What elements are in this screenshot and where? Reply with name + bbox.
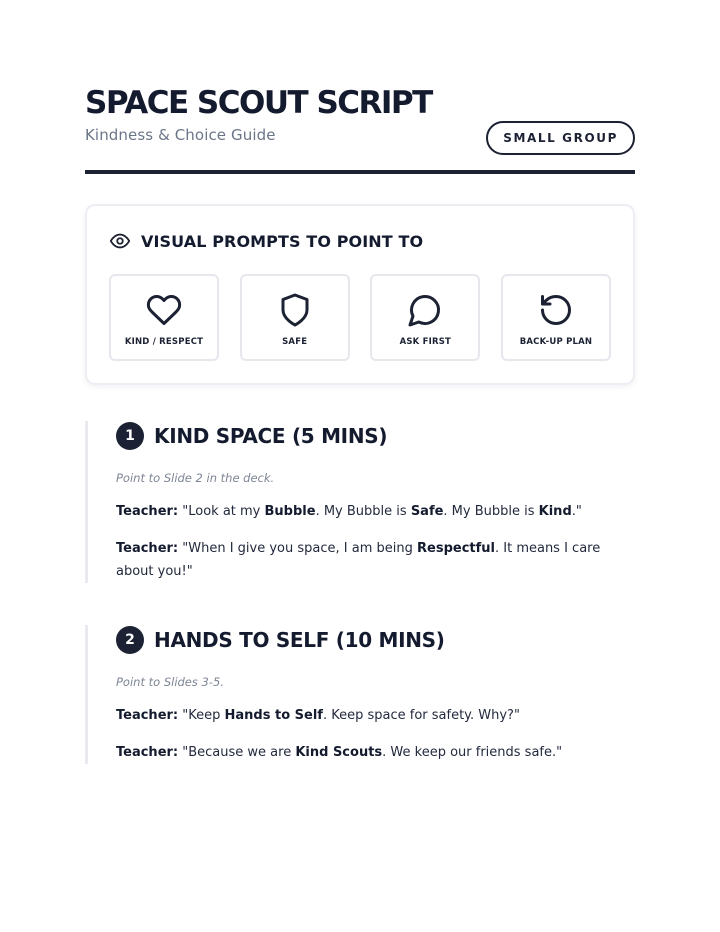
- section-hands-to-self: [85, 625, 635, 764]
- heart-icon: [146, 292, 182, 328]
- prompt-label: ASK FIRST: [399, 337, 452, 347]
- section-header: [116, 421, 635, 451]
- section-title: HANDS TO SELF (10 MINS): [154, 628, 445, 652]
- script-text: . My Bubble is: [443, 504, 539, 519]
- prompt-grid: [109, 274, 611, 361]
- script-text: "Because we are: [178, 745, 296, 760]
- section-number-badge: 1: [116, 422, 144, 450]
- visual-prompts-card: [85, 204, 635, 385]
- eye-icon: [109, 230, 131, 252]
- keyword: Safe: [410, 504, 444, 519]
- prompt-ask-first: [370, 274, 480, 361]
- keyword: Kind: [538, 504, 572, 519]
- section-note: Point to Slides 3-5.: [116, 675, 224, 689]
- rotate-ccw-icon: [538, 292, 574, 328]
- script-text: "When I give you space, I am being: [178, 541, 417, 556]
- page-title: SPACE SCOUT SCRIPT: [85, 85, 432, 121]
- script-text: "Keep: [178, 708, 225, 723]
- speaker-label: Teacher:: [116, 541, 179, 556]
- script-line: [116, 704, 635, 727]
- speaker-label: Teacher:: [116, 708, 179, 723]
- section-note: Point to Slide 2 in the deck.: [116, 471, 275, 485]
- visual-prompts-header: [109, 230, 611, 252]
- header: [85, 0, 635, 174]
- script-line: [116, 537, 635, 583]
- script-text: . Keep space for safety. Why?": [322, 708, 520, 723]
- keyword: Hands to Self: [224, 708, 323, 723]
- shield-icon: [277, 292, 313, 328]
- prompt-label: SAFE: [282, 337, 308, 347]
- script-text: . We keep our friends safe.": [382, 745, 563, 760]
- speech-bubble-icon: [407, 292, 443, 328]
- prompt-label: BACK-UP PLAN: [519, 337, 593, 347]
- section-kind-space: [85, 421, 635, 583]
- script-text: . My Bubble is: [315, 504, 411, 519]
- group-badge: SMALL GROUP: [486, 121, 635, 155]
- script-text: "Look at my: [178, 504, 265, 519]
- keyword: Kind Scouts: [295, 745, 383, 760]
- prompt-safe: [240, 274, 350, 361]
- prompt-back-up-plan: [501, 274, 611, 361]
- script-text: . It means I care about you!": [116, 541, 601, 579]
- keyword: Respectful: [417, 541, 495, 556]
- prompt-kind-respect: [109, 274, 219, 361]
- visual-prompts-title: VISUAL PROMPTS TO POINT TO: [141, 231, 424, 251]
- script-text: .": [571, 504, 582, 519]
- section-number-badge: 2: [116, 626, 144, 654]
- prompt-label: KIND / RESPECT: [124, 337, 204, 347]
- page-subtitle: Kindness & Choice Guide: [85, 126, 276, 144]
- section-header: [116, 625, 635, 655]
- speaker-label: Teacher:: [116, 504, 179, 519]
- speaker-label: Teacher:: [116, 745, 179, 760]
- section-title: KIND SPACE (5 MINS): [154, 424, 388, 448]
- keyword: Bubble: [264, 504, 316, 519]
- script-line: [116, 741, 635, 764]
- script-line: [116, 500, 635, 523]
